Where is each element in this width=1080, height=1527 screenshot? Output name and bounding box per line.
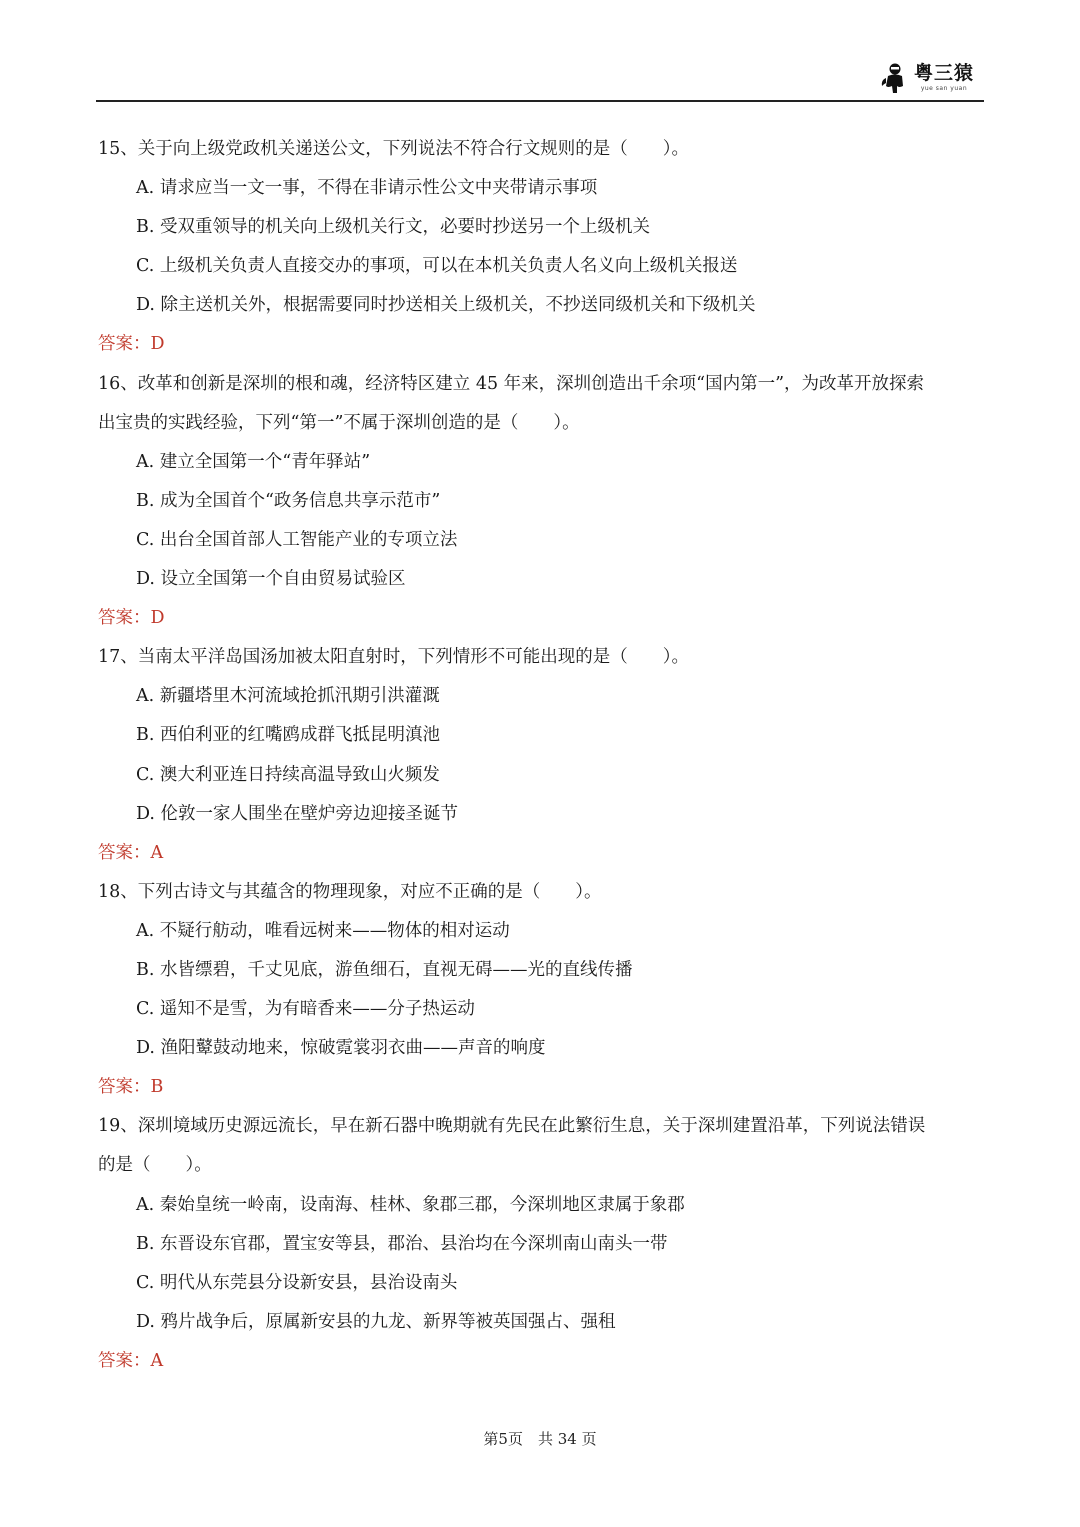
answer-option: C. 上级机关负责人直接交办的事项，可以在本机关负责人名义向上级机关报送: [136, 256, 738, 277]
question-stem: 出宝贵的实践经验，下列“第一”不属于深圳创造的是（ ）。: [98, 412, 580, 433]
answer-option: C. 出台全国首部人工智能产业的专项立法: [136, 529, 458, 550]
answer-key: 答案：A: [98, 1350, 164, 1371]
answer-option: B. 成为全国首个“政务信息共享示范市”: [136, 490, 441, 511]
question-stem: 19、深圳境域历史源远流长，早在新石器中晚期就有先民在此繁衍生息，关于深圳建置沿革，下列说法错误: [98, 1116, 926, 1137]
answer-option: C. 澳大利亚连日持续高温导致山火频发: [136, 764, 440, 785]
logo-chinese-text: 粤三猿: [913, 62, 974, 84]
answer-option: A. 秦始皇统一岭南，设南海、桂林、象郡三郡，今深圳地区隶属于象郡: [136, 1194, 685, 1215]
question-block: [98, 130, 986, 365]
answer-option: D. 除主送机关外，根据需要同时抄送相关上级机关，不抄送同级机关和下级机关: [136, 295, 756, 316]
answer-key: 答案：B: [98, 1077, 164, 1098]
answer-option: D. 鸦片战争后，原属新安县的九龙、新界等被英国强占、强租: [136, 1311, 616, 1332]
answer-key: 答案：D: [98, 334, 165, 355]
answer-option: B. 西伯利亚的红嘴鸥成群飞抵昆明滇池: [136, 725, 440, 746]
question-stem: 16、改革和创新是深圳的根和魂，经济特区建立 45 年来，深圳创造出千余项“国内第一”，为改革开放探索: [98, 373, 925, 394]
answer-key: 答案：A: [98, 842, 164, 863]
question-block: [98, 1107, 986, 1381]
answer-option: C. 遥知不是雪，为有暗香来——分子热运动: [136, 999, 475, 1020]
brand-logo: [880, 60, 974, 96]
answer-option: A. 新疆塔里木河流域抢抓汛期引洪灌溉: [136, 686, 440, 707]
monkey-logo-icon: [880, 62, 908, 94]
page-number: 第5页 共 34 页: [483, 1430, 597, 1448]
page-header: [96, 58, 984, 102]
question-block: [98, 638, 986, 873]
answer-option: D. 渔阳鼙鼓动地来，惊破霓裳羽衣曲——声音的响度: [136, 1038, 546, 1059]
answer-key: 答案：D: [98, 608, 165, 629]
answer-option: B. 水皆缥碧，千丈见底，游鱼细石，直视无碍——光的直线传播: [136, 959, 633, 980]
answer-option: B. 受双重领导的机关向上级机关行文，必要时抄送另一个上级机关: [136, 217, 650, 238]
answer-option: D. 设立全国第一个自由贸易试验区: [136, 569, 406, 590]
question-stem: 17、当南太平洋岛国汤加被太阳直射时，下列情形不可能出现的是（ ）。: [98, 647, 690, 668]
answer-option: A. 请求应当一文一事，不得在非请示性公文中夹带请示事项: [136, 178, 598, 199]
question-stem: 的是（ ）。: [98, 1155, 212, 1176]
question-stem: 18、下列古诗文与其蕴含的物理现象，对应不正确的是（ ）。: [98, 881, 602, 902]
answer-option: A. 不疑行舫动，唯看远树来——物体的相对运动: [136, 920, 510, 941]
question-stem: 15、关于向上级党政机关递送公文，下列说法不符合行文规则的是（ ）。: [98, 139, 690, 159]
answer-option: C. 明代从东莞县分设新安县，县治设南头: [136, 1272, 458, 1293]
answer-option: A. 建立全国第一个“青年驿站”: [136, 451, 371, 472]
question-list: [98, 130, 986, 1381]
question-block: [98, 365, 986, 639]
answer-option: B. 东晋设东官郡，置宝安等县，郡治、县治均在今深圳南山南头一带: [136, 1233, 668, 1254]
logo-pinyin-text: yue san yuan: [920, 85, 968, 92]
question-block: [98, 873, 986, 1108]
answer-option: D. 伦敦一家人围坐在壁炉旁边迎接圣诞节: [136, 803, 459, 824]
